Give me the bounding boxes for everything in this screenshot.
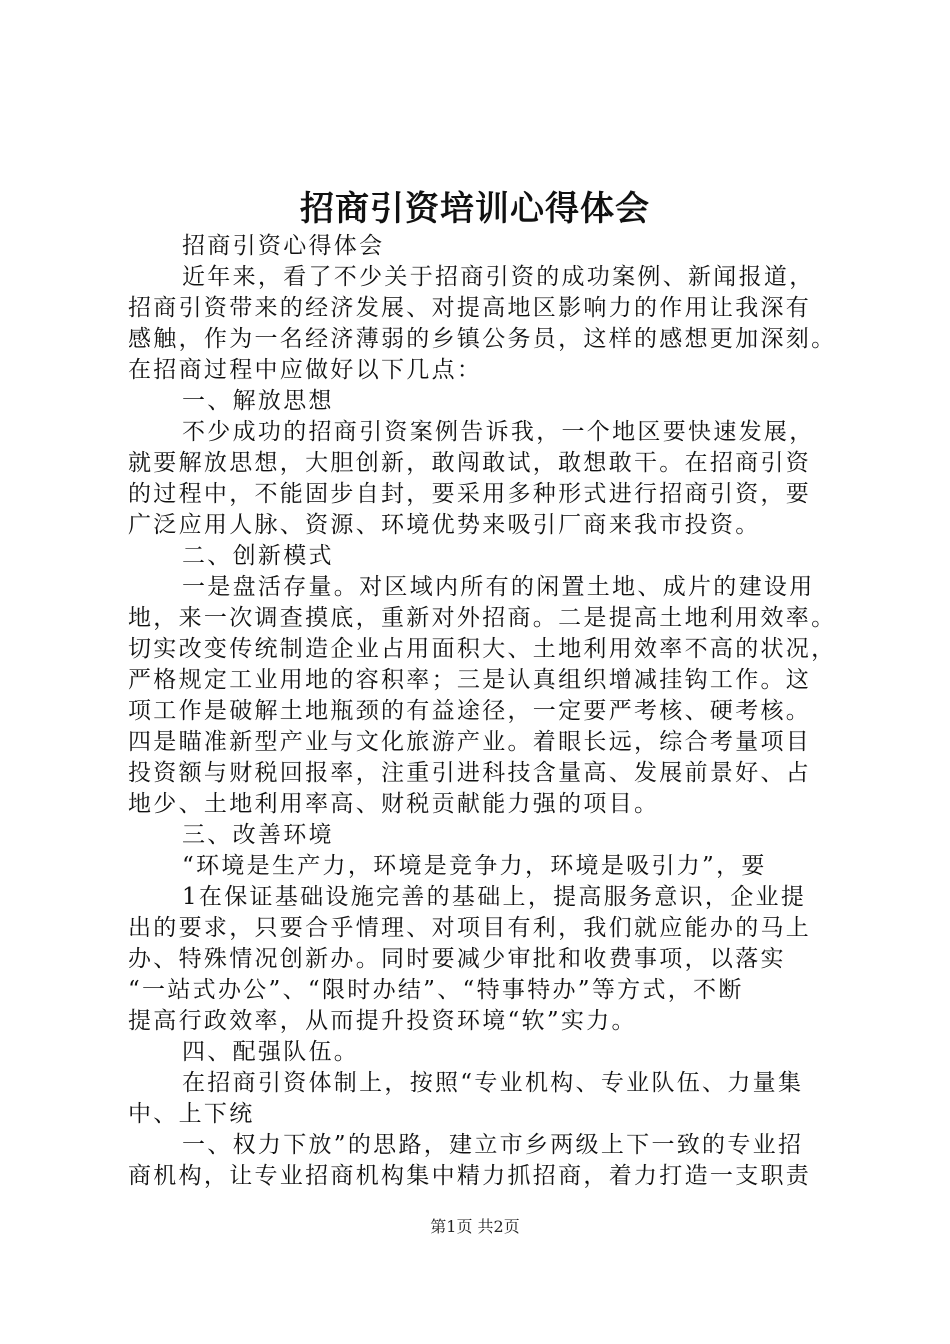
paragraph-line: 项工作是破解土地瓶颈的有益途径，一定要严考核、硬考核。 bbox=[128, 698, 812, 724]
paragraph-line: 的过程中，不能固步自封，要采用多种形式进行招商引资，要 bbox=[128, 481, 812, 507]
paragraph-line: 地，来一次调查摸底，重新对外招商。二是提高土地利用效率。 bbox=[128, 605, 837, 631]
paragraph-line: 一、权力下放”的思路，建立市乡两级上下一致的专业招 bbox=[182, 1132, 804, 1158]
paragraph-line: 提高行政效率，从而提升投资环境“软”实力。 bbox=[128, 1008, 637, 1034]
section-heading: 一、解放思想 bbox=[182, 388, 334, 414]
paragraph-line: 近年来，看了不少关于招商引资的成功案例、新闻报道， bbox=[182, 264, 815, 290]
section-heading: 二、创新模式 bbox=[182, 543, 334, 569]
paragraph-line: 投资额与财税回报率，注重引进科技含量高、发展前景好、占 bbox=[128, 760, 812, 786]
paragraph-line: 就要解放思想，大胆创新，敢闯敢试，敢想敢干。在招商引资 bbox=[128, 450, 812, 476]
paragraph-line: 中、上下统 bbox=[128, 1101, 255, 1127]
paragraph-line: 严格规定工业用地的容积率；三是认真组织增减挂钩工作。这 bbox=[128, 667, 812, 693]
paragraph-line: “一站式办公”、“限时办结”、“特事特办”等方式，不断 bbox=[128, 977, 744, 1003]
document-title: 招商引资培训心得体会 bbox=[300, 189, 650, 229]
paragraph-line: 地少、土地利用率高、财税贡献能力强的项目。 bbox=[128, 791, 660, 817]
subtitle-line: 招商引资心得体会 bbox=[182, 233, 385, 259]
paragraph-line: 办、特殊情况创新办。同时要减少审批和收费事项，以落实 bbox=[128, 946, 786, 972]
paragraph-line: 1在保证基础设施完善的基础上，提高服务意识，企业提 bbox=[182, 884, 807, 910]
paragraph-line: 出的要求，只要合乎情理、对项目有利，我们就应能办的马上 bbox=[128, 915, 812, 941]
paragraph-line: 招商引资带来的经济发展、对提高地区影响力的作用让我深有 bbox=[128, 295, 812, 321]
paragraph-line: 广泛应用人脉、资源、环境优势来吸引厂商来我市投资。 bbox=[128, 512, 761, 538]
paragraph-line: 在招商引资体制上，按照“专业机构、专业队伍、力量集 bbox=[182, 1070, 804, 1096]
page-number-footer: 第1页 共2页 bbox=[430, 1217, 520, 1236]
document-body bbox=[128, 231, 843, 1192]
section-heading: 四、配强队伍。 bbox=[182, 1039, 360, 1065]
paragraph-line: 商机构，让专业招商机构集中精力抓招商，着力打造一支职责 bbox=[128, 1163, 812, 1189]
paragraph-line: 一是盘活存量。对区域内所有的闲置土地、成片的建设用 bbox=[182, 574, 815, 600]
paragraph-line: 在招商过程中应做好以下几点： bbox=[128, 357, 483, 383]
paragraph-line: 不少成功的招商引资案例告诉我，一个地区要快速发展， bbox=[182, 419, 815, 445]
section-heading: 三、改善环境 bbox=[182, 822, 334, 848]
paragraph-line: “环境是生产力，环境是竞争力，环境是吸引力”，要 bbox=[182, 853, 767, 879]
paragraph-line: 四是瞄准新型产业与文化旅游产业。着眼长远，综合考量项目 bbox=[128, 729, 812, 755]
paragraph-line: 切实改变传统制造企业占用面积大、土地利用效率不高的状况， bbox=[128, 636, 837, 662]
paragraph-line: 感触，作为一名经济薄弱的乡镇公务员，这样的感想更加深刻。 bbox=[128, 326, 837, 352]
